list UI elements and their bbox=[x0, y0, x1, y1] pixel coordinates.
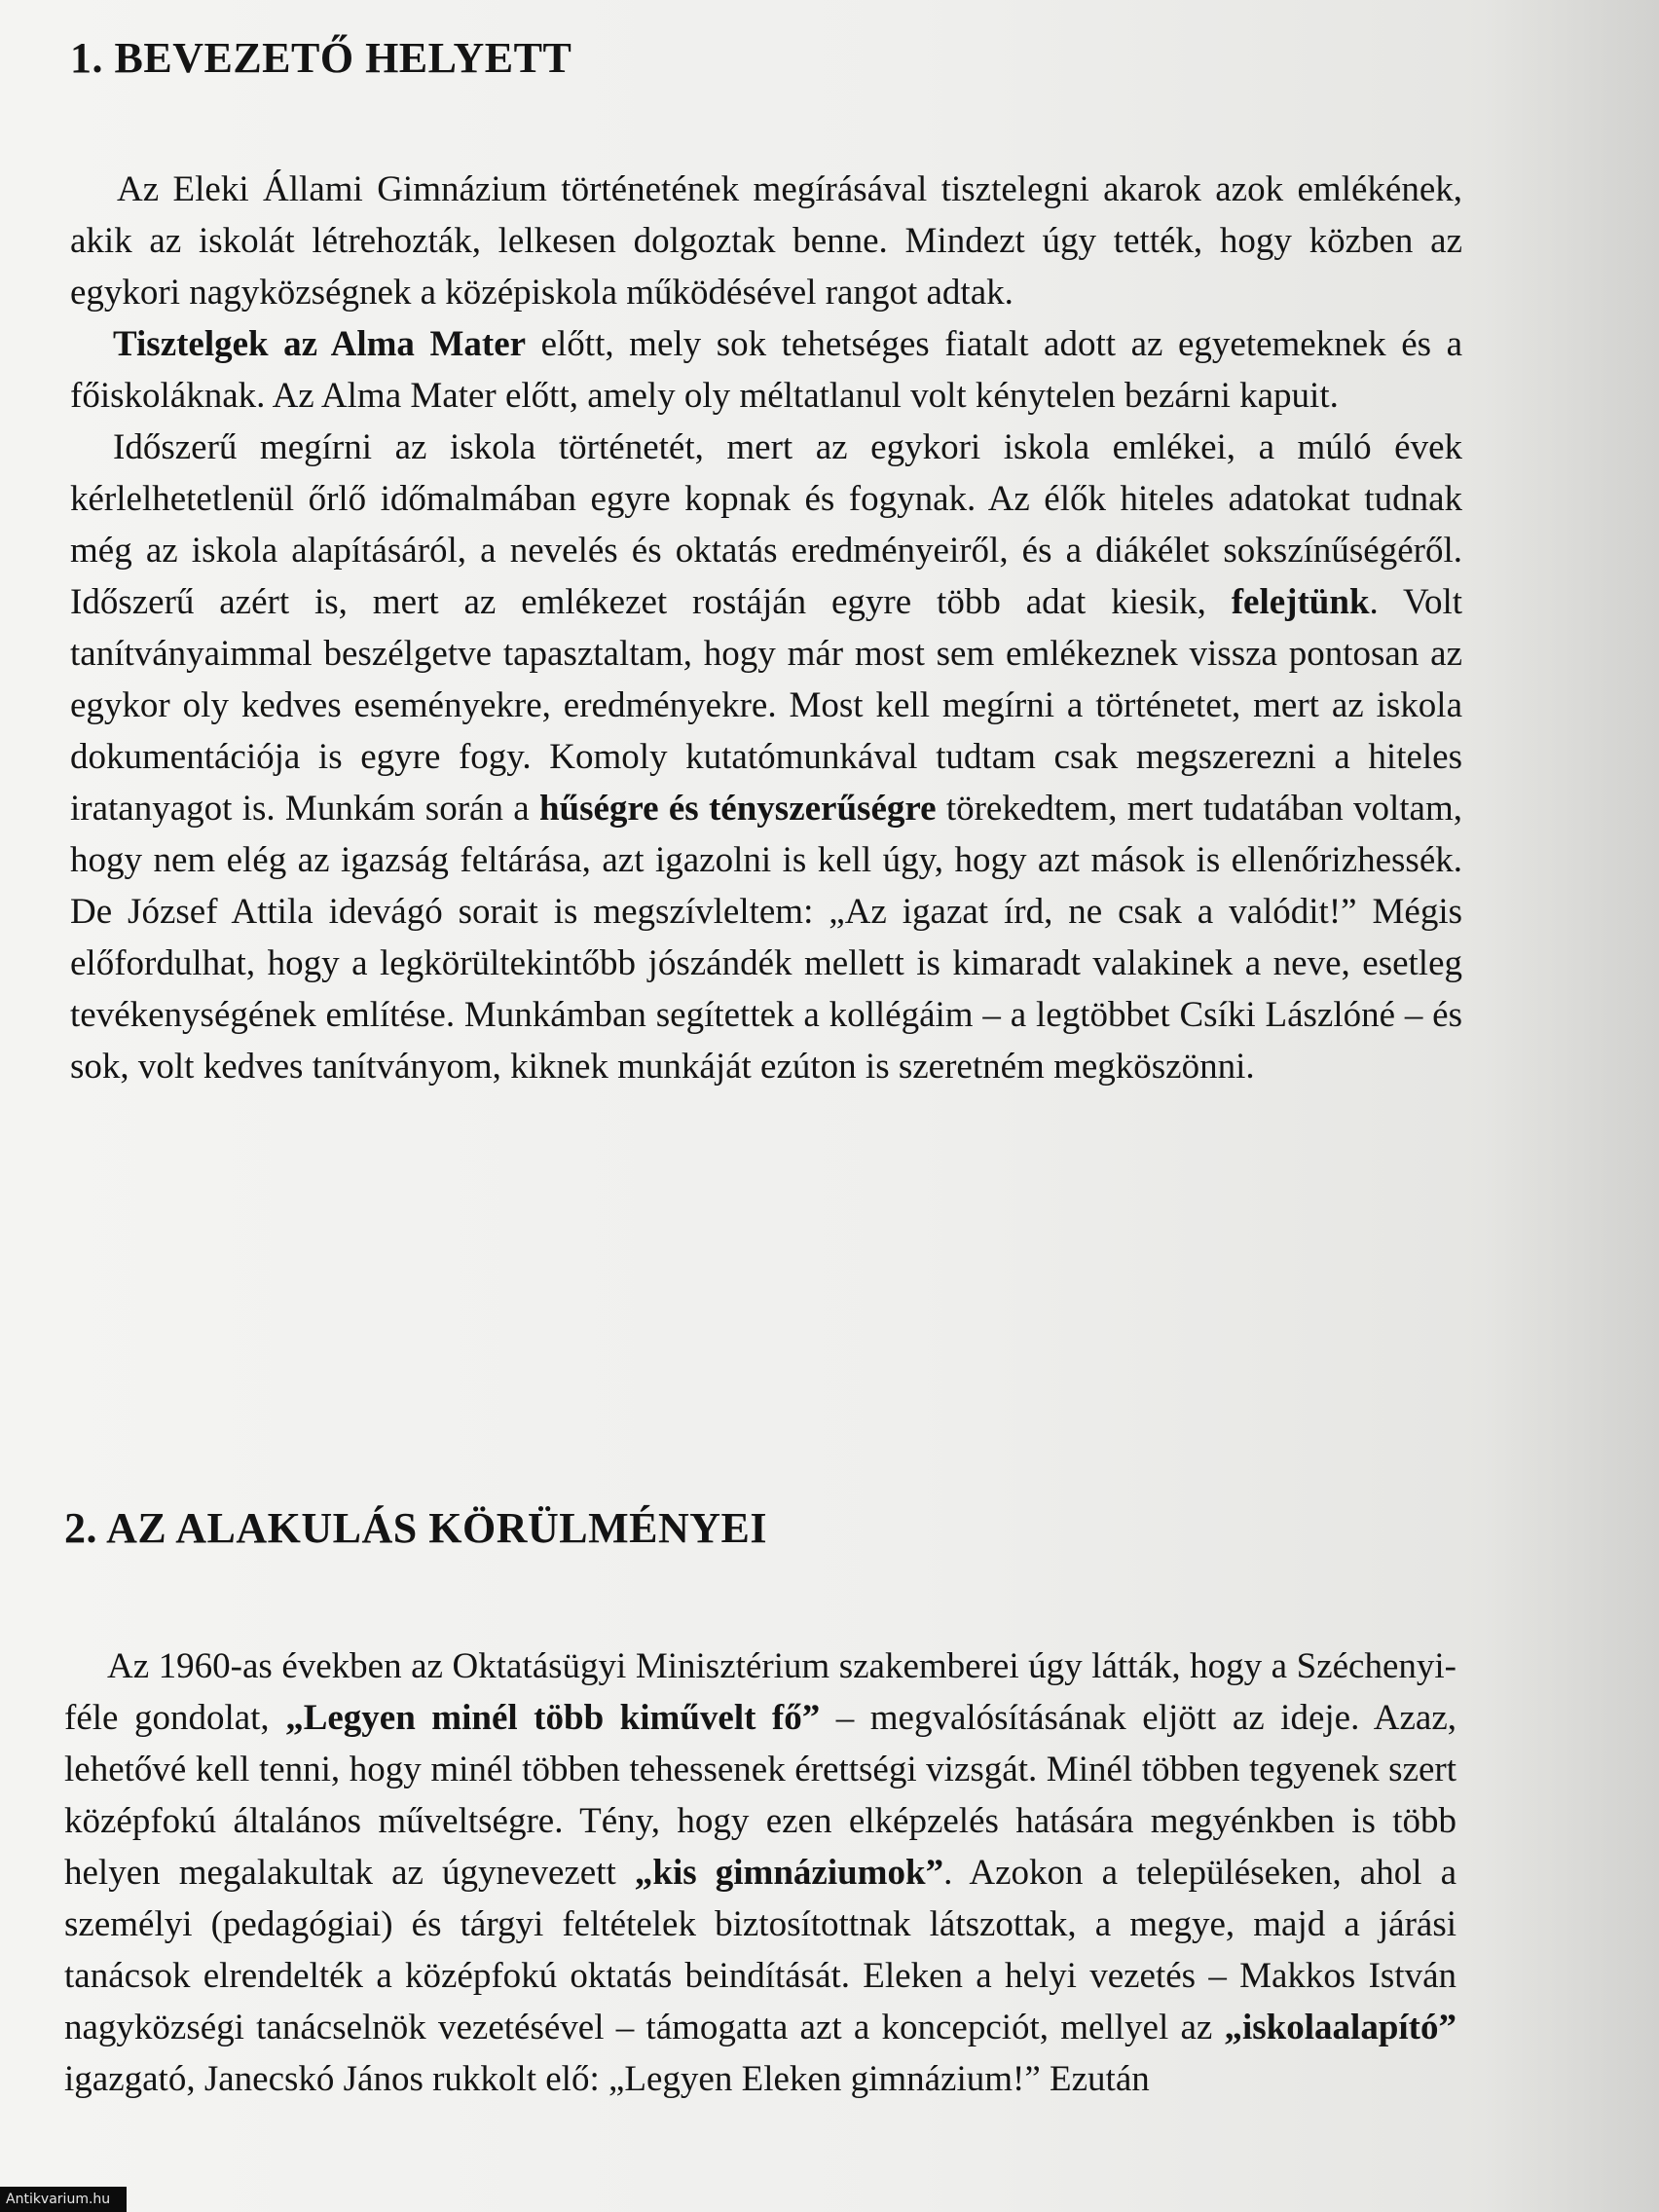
paragraph-text: . Azokon a településeken, ahol a személyi (pedagógiai) és tárgyi feltételek biztosítottnak látszottak, a megye, majd a járási tanácsok elrendelték a középfokú oktatás beindítását. Eleken a helyi vezetés – Makkos István nagyközségi tanácselnök vezetésével – támogatta azt a koncepciót, mellyel az bbox=[64, 1853, 1456, 2047]
watermark: Antikvarium.hu bbox=[0, 2187, 127, 2212]
section-2-heading: 2. AZ ALAKULÁS KÖRÜLMÉNYEI bbox=[64, 1504, 768, 1552]
paragraph-text: – megvalósításának eljött az ideje. Azaz, lehetővé kell tenni, hogy minél többen tehessenek érettségi vizsgát. Minél többen tegyenek szert középfokú általános műveltségre. Tény, hogy ezen elképzelés hatására megyénkben is több helyen megalakultak az úgynevezett bbox=[64, 1698, 1457, 1893]
emphasis-text: Tisztelgek az Alma Mater bbox=[113, 324, 527, 364]
emphasis-text: felejtünk bbox=[1231, 582, 1370, 622]
paragraph-text: törekedtem, mert tudatában voltam, hogy nem elég az igazság feltárása, azt igazolni is kell úgy, hogy azt mások is ellenőrizhessék. De József Attila idevágó sorait is megszívleltem: „Az igazat írd, ne csak a valódit!” Mégis előfordulhat, hogy a legkörültekintőbb jószándék mellett is kimaradt valakinek a neve, esetleg tevékenységének említése. Munkámban segítettek a kollégáim – a legtöbbet Csíki Lászlóné – és sok, volt kedves tanítványom, kiknek munkáját ezúton is szeretném megköszönni. bbox=[70, 789, 1462, 1087]
paragraph bbox=[64, 1641, 1456, 2105]
paragraph-text: . Volt tanítványaimmal beszélgetve tapasztaltam, hogy már most sem emlékeznek vissza pontosan az egykor oly kedves eseményekre, eredményekre. Most kell megírni a történetet, mert az iskola dokumentációja is egyre fogy. Komoly kutatómunkával tudtam csak megszerezni a hiteles iratanyagot is. Munkám során a bbox=[70, 582, 1463, 829]
emphasis-text: „kis gimnáziumok” bbox=[634, 1853, 944, 1893]
emphasis-text: hűségre és tényszerűségre bbox=[538, 789, 937, 829]
section-2-body bbox=[64, 1641, 1456, 2105]
section-bevezeto bbox=[70, 29, 1462, 1092]
section-1-heading: 1. BEVEZETŐ HELYETT bbox=[70, 34, 572, 82]
paragraph-text: Az Eleki Állami Gimnázium történetének megírásával tisztelegni akarok azok emlékének, akik az iskolát létrehozták, lelkesen dolgoztak benne. Mindezt úgy tették, hogy közben az egykori nagyközségnek a középiskola működésével rangot adtak. bbox=[70, 169, 1462, 313]
section-1-body bbox=[70, 164, 1462, 1092]
paragraph-text: igazgató, Janecskó János rukkolt elő: „Legyen Eleken gimnázium!” Ezután bbox=[64, 2059, 1150, 2099]
paragraph-text: előtt, mely sok tehetséges fiatalt adott az egyetemeknek és a főiskoláknak. Az Alma Mater előtt, amely oly méltatlanul volt kénytelen bezárni kapuit. bbox=[70, 324, 1462, 416]
paragraph bbox=[70, 318, 1462, 422]
page-edge-shadow bbox=[1484, 0, 1659, 2212]
emphasis-text: „iskolaalapító” bbox=[1224, 2008, 1456, 2047]
paragraph bbox=[70, 422, 1462, 1092]
paragraph bbox=[70, 164, 1462, 318]
paragraph-text: Az 1960-as években az Oktatásügyi Minisztérium szakemberei úgy látták, hogy a Széchenyi-féle gondolat, bbox=[64, 1646, 1456, 1738]
section-alakulas bbox=[64, 1499, 1456, 2105]
emphasis-text: „Legyen minél több kiművelt fő” bbox=[285, 1698, 821, 1738]
paragraph-text: Időszerű megírni az iskola történetét, mert az egykori iskola emlékei, a múló évek kérlelhetetlenül őrlő időmalmában egyre kopnak és fogynak. Az élők hiteles adatokat tudnak még az iskola alapításáról, a nevelés és oktatás eredményeiről, és a diákélet sokszínűségéről. Időszerű azért is, mert az emlékezet rostáján egyre több adat kiesik, bbox=[70, 427, 1462, 622]
